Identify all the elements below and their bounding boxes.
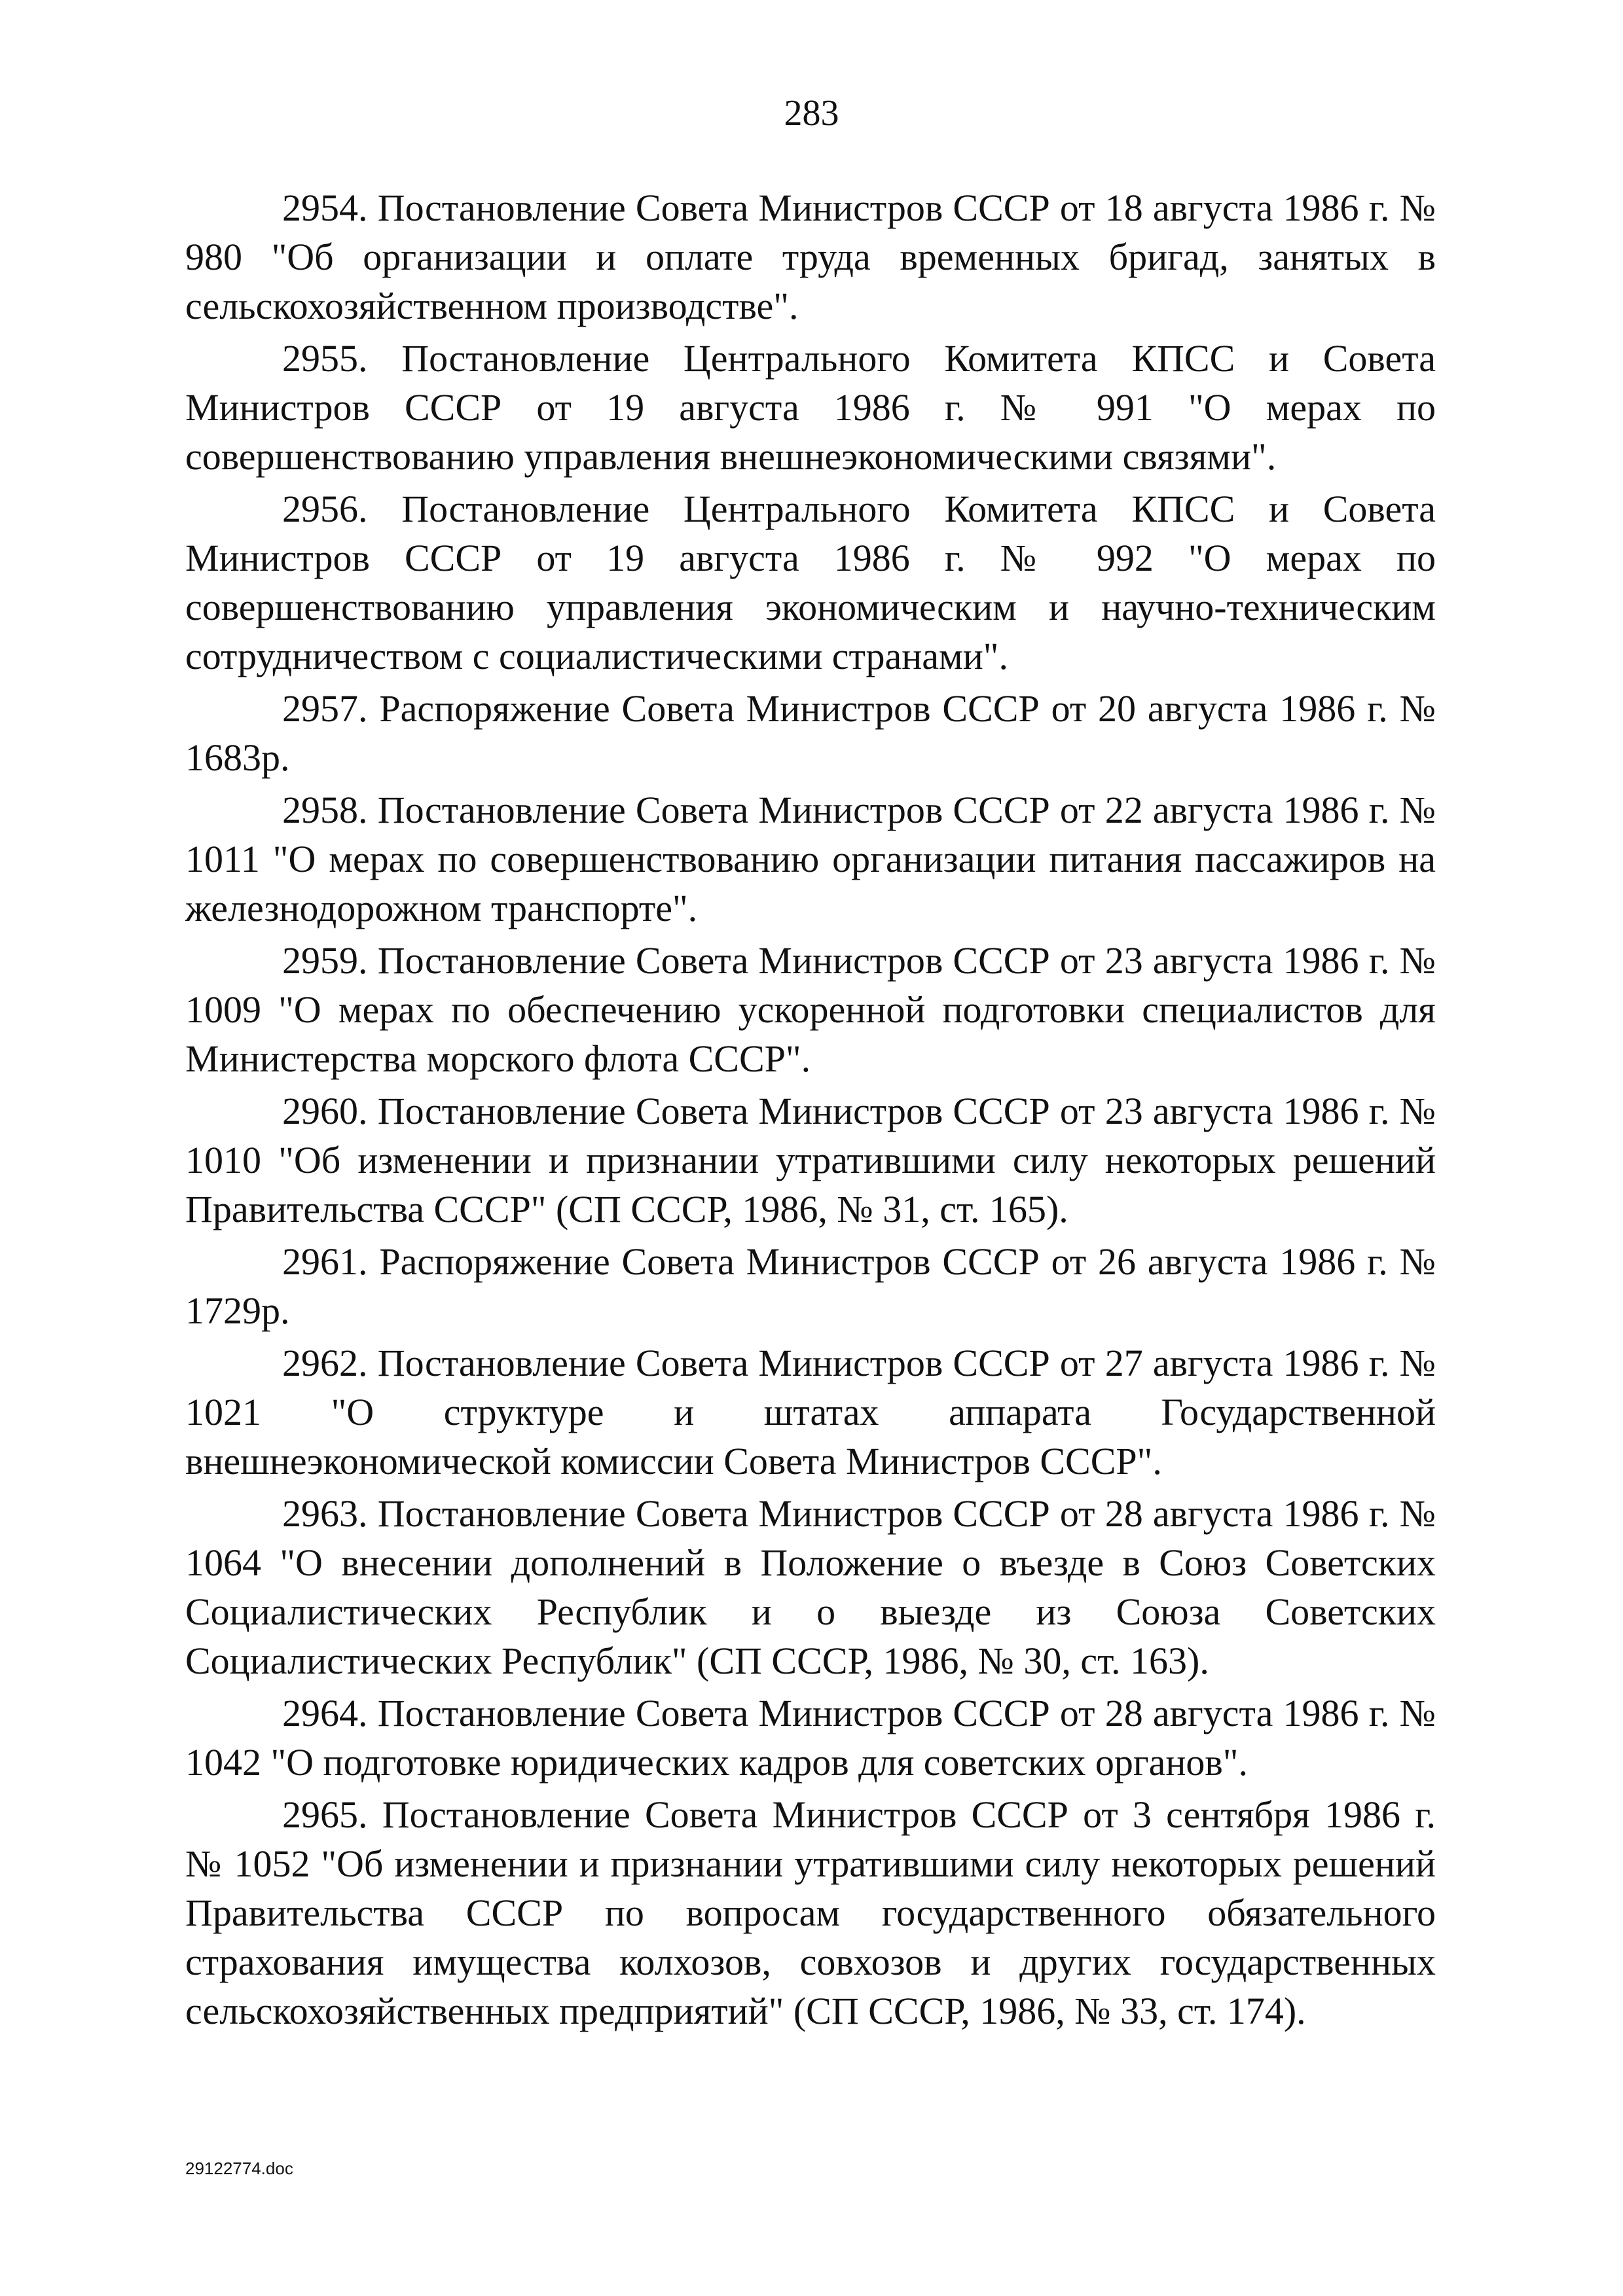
list-item: 2959. Постановление Совета Министров СССР от 23 августа 1986 г. № 1009 "О мерах по обеспечению ускоренной подготовки специалистов для Министерства морского флота СССР". — [185, 939, 1436, 1080]
list-item: 2962. Постановление Совета Министров СССР от 27 августа 1986 г. № 1021 "О структуре и штатах аппарата Государственной внешнеэкономической комиссии Совета Министров СССР". — [185, 1342, 1436, 1482]
list-item: 2956. Постановление Центрального Комитета КПСС и Совета Министров СССР от 19 августа 1986 г. № 992 "О мерах по совершенствованию управления экономическим и научно-техническим сотрудничеством с социалистическими странами". — [185, 488, 1436, 677]
list-item: 2965. Постановление Совета Министров СССР от 3 сентября 1986 г. № 1052 "Об изменении и признании утратившими силу некоторых решений Правительства СССР по вопросам государственного обязательного страхования имущества колхозов, совхозов и других государственных сельскохозяйственных предприятий" (СП СССР, 1986, № 33, ст. 174). — [185, 1793, 1436, 2032]
list-item: 2954. Постановление Совета Министров СССР от 18 августа 1986 г. № 980 "Об организации и оплате труда временных бригад, занятых в сельскохозяйственном производстве". — [185, 187, 1436, 327]
list-item: 2963. Постановление Совета Министров СССР от 28 августа 1986 г. № 1064 "О внесении дополнений в Положение о въезде в Союз Советских Социалистических Республик и о выезде из Союза Советских Социалистических Республик" (СП СССР, 1986, № 30, ст. 163). — [185, 1492, 1436, 1682]
list-item: 2955. Постановление Центрального Комитета КПСС и Совета Министров СССР от 19 августа 1986 г. № 991 "О мерах по совершенствованию управления внешнеэкономическими связями". — [185, 337, 1436, 478]
list-item: 2957. Распоряжение Совета Министров СССР от 20 августа 1986 г. № 1683р. — [185, 687, 1436, 779]
list-item: 2958. Постановление Совета Министров СССР от 22 августа 1986 г. № 1011 "О мерах по совершенствованию организации питания пассажиров на железнодорожном транспорте". — [185, 789, 1436, 929]
list-item: 2960. Постановление Совета Министров СССР от 23 августа 1986 г. № 1010 "Об изменении и признании утратившими силу некоторых решений Правительства СССР" (СП СССР, 1986, № 31, ст. 165). — [185, 1090, 1436, 1230]
document-body — [185, 183, 1436, 2039]
list-item: 2964. Постановление Совета Министров СССР от 28 августа 1986 г. № 1042 "О подготовке юридических кадров для советских органов". — [185, 1692, 1436, 1784]
footer-filename: 29122774.doc — [185, 2159, 293, 2178]
list-item: 2961. Распоряжение Совета Министров СССР от 26 августа 1986 г. № 1729р. — [185, 1240, 1436, 1332]
page-number: 283 — [784, 93, 839, 134]
